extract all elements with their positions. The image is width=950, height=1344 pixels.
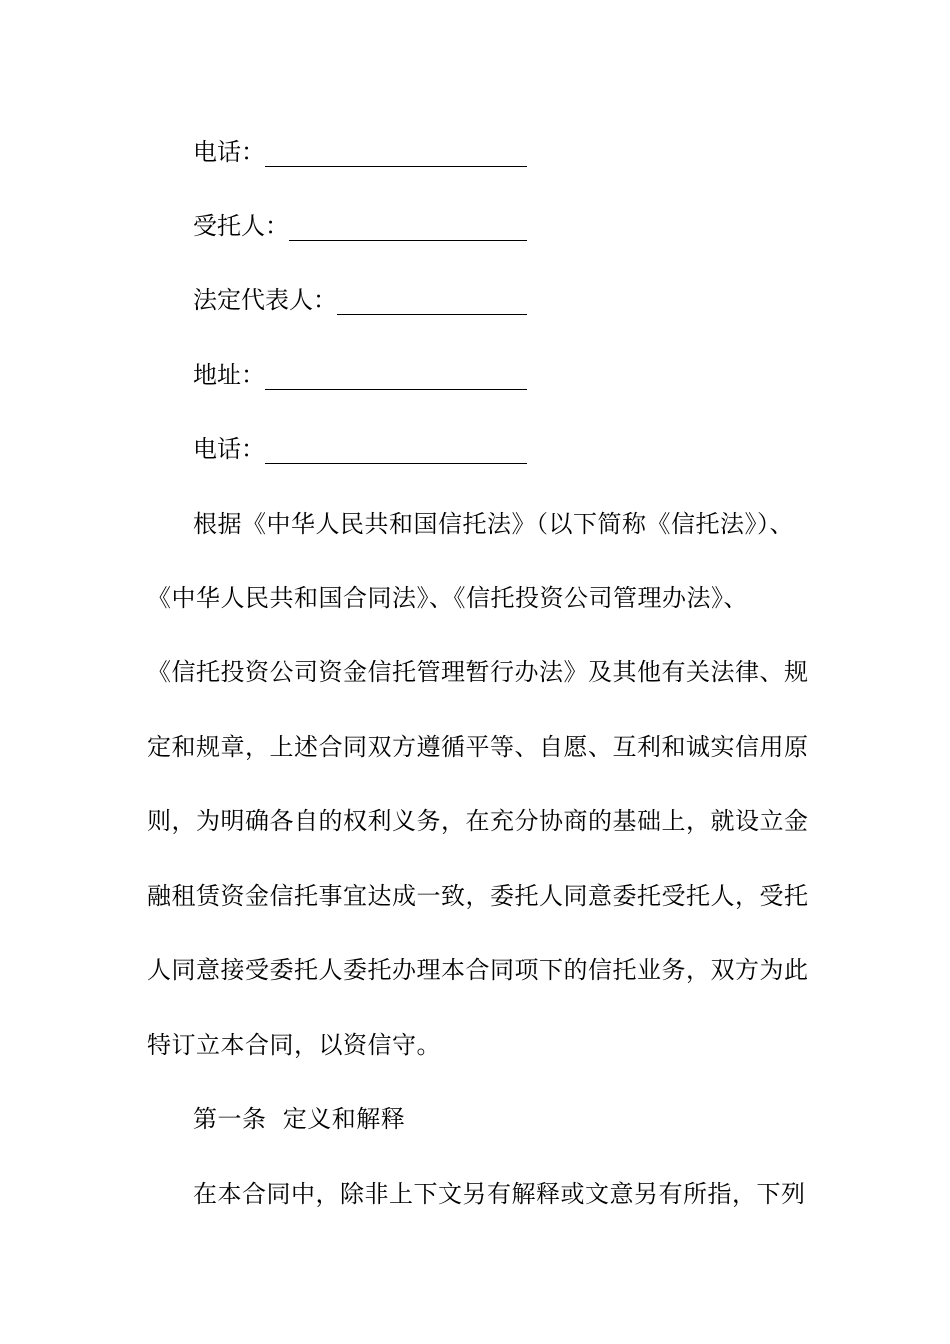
article-title: 第一条 定义和解释 <box>193 1105 406 1133</box>
fill-in-blank <box>289 216 527 241</box>
preamble-line: 人同意接受委托人委托办理本合同项下的信托业务，双方为此 <box>147 956 809 984</box>
article-body-line: 在本合同中，除非上下文另有解释或文意另有所指，下列 <box>193 1180 806 1208</box>
address-field <box>193 360 527 390</box>
fill-in-blank <box>337 290 527 315</box>
fill-in-blank <box>265 365 527 390</box>
preamble-line: 根据《中华人民共和国信托法》（以下简称《信托法》）、 <box>193 510 794 538</box>
field-label: 法定代表人： <box>193 286 337 314</box>
field-label: 电话： <box>193 435 265 463</box>
preamble-line: 则，为明确各自的权利义务，在充分协商的基础上，就设立金 <box>147 807 809 835</box>
legal-representative-field <box>193 285 527 315</box>
fill-in-blank <box>265 142 527 167</box>
field-label: 受托人： <box>193 212 289 240</box>
preamble-line: 定和规章，上述合同双方遵循平等、自愿、互利和诚实信用原 <box>147 733 809 761</box>
preamble-line: 《中华人民共和国合同法》、《信托投资公司管理办法》、 <box>147 584 748 612</box>
fill-in-blank <box>265 439 527 464</box>
trustee-field <box>193 211 527 241</box>
field-label: 电话： <box>193 138 265 166</box>
phone-field-1 <box>193 137 527 167</box>
field-label: 地址： <box>193 361 265 389</box>
phone-field-2 <box>193 434 527 464</box>
preamble-line: 融租赁资金信托事宜达成一致，委托人同意委托受托人，受托 <box>147 882 809 910</box>
preamble-line: 特订立本合同，以资信守。 <box>147 1031 441 1059</box>
preamble-line: 《信托投资公司资金信托管理暂行办法》及其他有关法律、规 <box>147 658 809 686</box>
